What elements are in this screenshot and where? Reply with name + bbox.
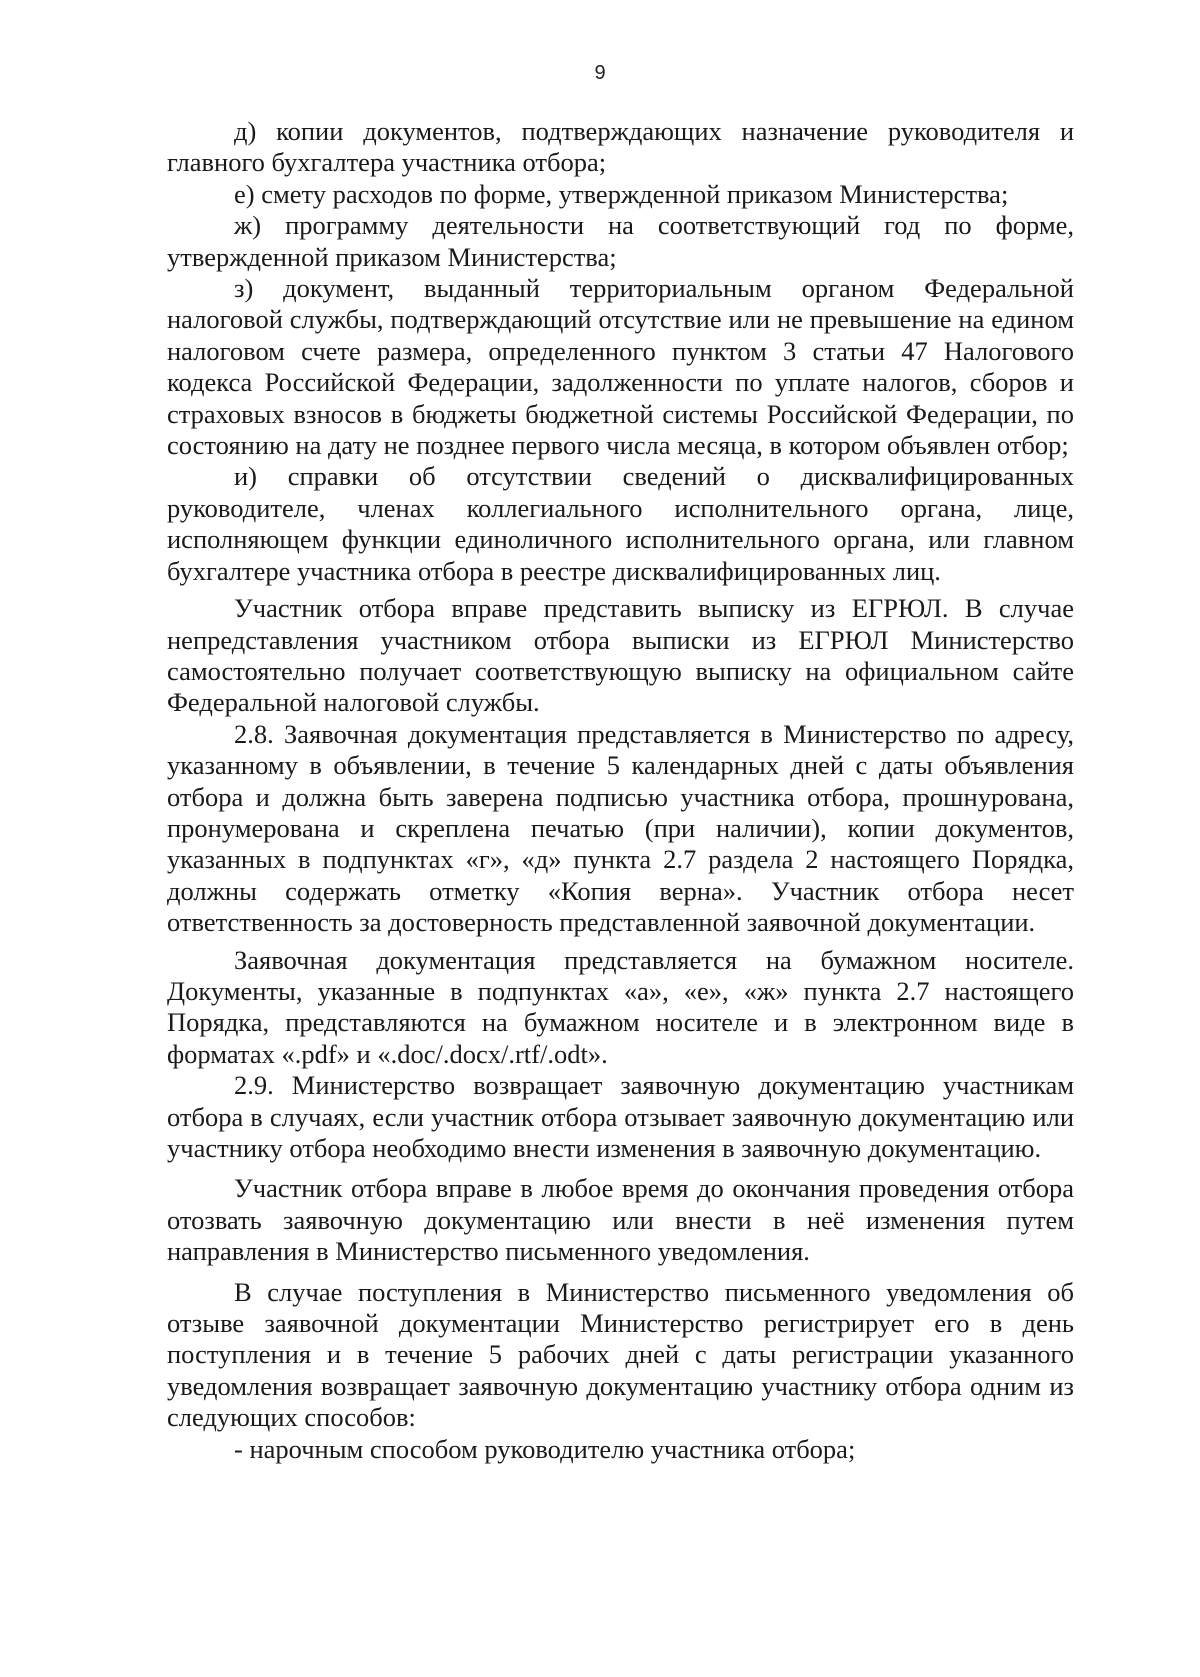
paragraph-withdraw-notice: В случае поступления в Министерство письменного уведомления об отзыве заявочной документации Министерство регистрирует его в день поступления и в течение 5 рабочих дней с даты регистрации указанного уведомления возвращает заявочную документацию участнику отбора одним из следующих способов: (167, 1276, 1074, 1433)
list-item-courier: - нарочным способом руководителю участника отбора; (234, 1433, 856, 1464)
paragraph-item-e: е) смету расходов по форме, утвержденной приказом Министерства; (234, 178, 1009, 209)
paragraph-item-d: д) копии документов, подтверждающих назначение руководителя и главного бухгалтера участника отбора; (167, 116, 1074, 178)
paragraph-item-i: и) справки об отсутствии сведений о дисквалифицированных руководителе, членах коллегиального исполнительного органа, лице, исполняющем функции единоличного исполнительного органа, или главном бухгалтере участника отбора в реестре дисквалифицированных лиц. (167, 461, 1074, 586)
document-body (167, 116, 1074, 1465)
paragraph-paper-format: Заявочная документация представляется на бумажном носителе. Документы, указанные в подпунктах «а», «е», «ж» пункта 2.7 настоящего Порядка, представляются на бумажном носителе и в электронном виде в форматах «.pdf» и «.doc/.docx/.rtf/.odt». (167, 944, 1074, 1069)
paragraph-item-z: з) документ, выданный территориальным органом Федеральной налоговой службы, подтверждающий отсутствие или не превышение на едином налоговом счете размера, определенного пунктом 3 статьи 47 Налогового кодекса Российской Федерации, задолженности по уплате налогов, сборов и страховых взносов в бюджеты бюджетной системы Российской Федерации, по состоянию на дату не позднее первого числа месяца, в котором объявлен отбор; (167, 273, 1074, 461)
paragraph-section-2-8: 2.8. Заявочная документация представляется в Министерство по адресу, указанному в объявлении, в течение 5 календарных дней с даты объявления отбора и должна быть заверена подписью участника отбора, прошнурована, пронумерована и скреплена печатью (при наличии), копии документов, указанных в подпунктах «г», «д» пункта 2.7 раздела 2 настоящего Порядка, должны содержать отметку «Копия верна». Участник отбора несет ответственность за достоверность представленной заявочной документации. (167, 718, 1074, 938)
page-number: 9 (594, 62, 606, 84)
paragraph-item-zh: ж) программу деятельности на соответствующий год по форме, утвержденной приказом Министерства; (167, 210, 1074, 272)
paragraph-withdraw-right: Участник отбора вправе в любое время до окончания проведения отбора отозвать заявочную документацию или внести в неё изменения путем направления в Министерство письменного уведомления. (167, 1173, 1074, 1267)
paragraph-egrul-extract: Участник отбора вправе представить выписку из ЕГРЮЛ. В случае непредставления участником отбора выписки из ЕГРЮЛ Министерство самостоятельно получает соответствующую выписку на официальном сайте Федеральной налоговой службы. (167, 593, 1074, 718)
paragraph-section-2-9: 2.9. Министерство возвращает заявочную документацию участникам отбора в случаях, если участник отбора отзывает заявочную документацию или участнику отбора необходимо внести изменения в заявочную документацию. (167, 1070, 1074, 1163)
